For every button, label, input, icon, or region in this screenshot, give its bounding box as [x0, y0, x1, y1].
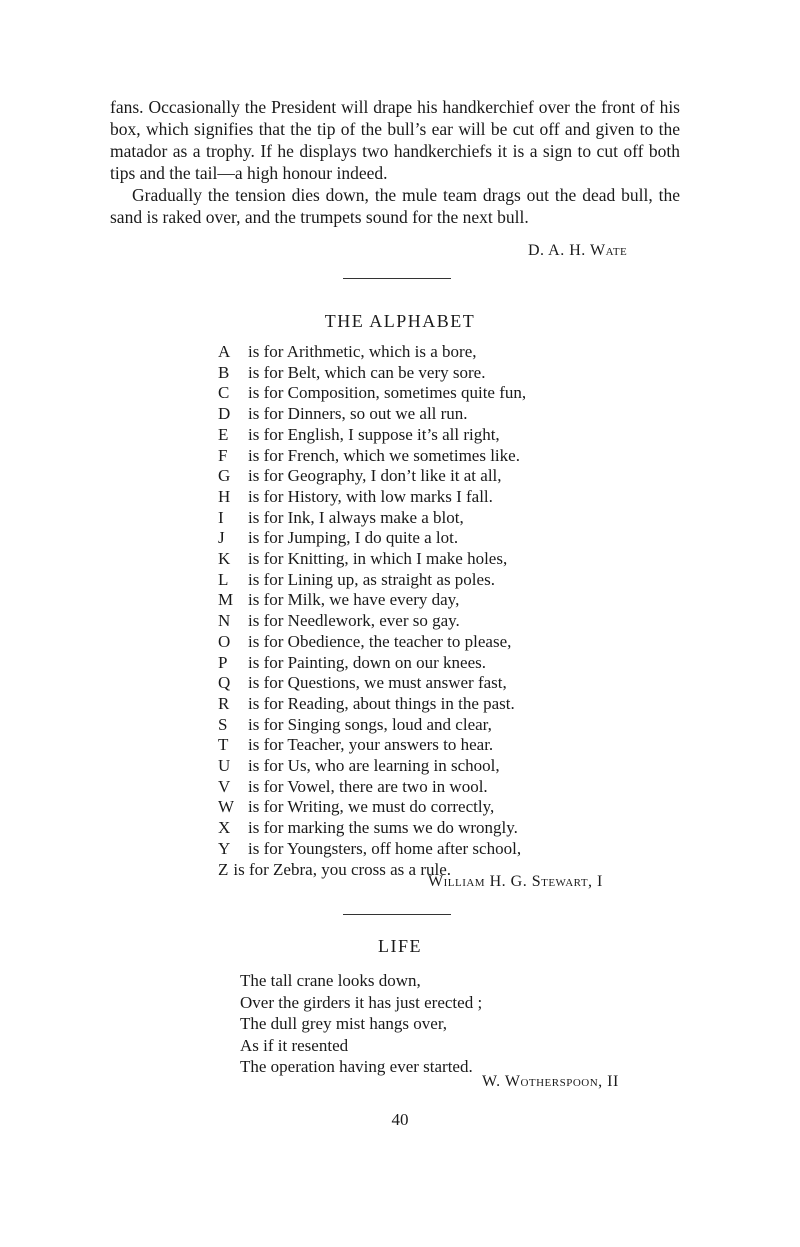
poem-line: Over the girders it has just erected ;: [240, 992, 483, 1012]
alphabet-line: [218, 342, 526, 363]
alphabet-line-text: is for Belt, which can be very sore.: [248, 362, 486, 382]
life-title: LIFE: [378, 936, 422, 956]
alphabet-title: THE ALPHABET: [324, 311, 476, 331]
alphabet-line: [218, 446, 526, 467]
bullfight-article-ending: [110, 96, 680, 228]
alphabet-line-text: is for Us, who are learning in school,: [248, 756, 500, 776]
alphabet-line: [218, 487, 526, 508]
alphabet-line: [218, 818, 526, 839]
article-paragraph: Gradually the tension dies down, the mule team drags out the dead bull, the sand is raked over, and the trumpets sound for the next bull.: [110, 185, 680, 227]
alphabet-letter: O: [218, 631, 231, 651]
alphabet-letter: F: [218, 445, 228, 465]
alphabet-line: [218, 528, 526, 549]
alphabet-line-text: is for Lining up, as straight as poles.: [248, 569, 495, 589]
alphabet-line-text: is for Painting, down on our knees.: [248, 652, 486, 672]
alphabet-letter: M: [218, 590, 234, 610]
alphabet-line: [218, 466, 526, 487]
alphabet-line: [218, 363, 526, 384]
alphabet-letter: X: [218, 818, 231, 838]
alphabet-line: [218, 590, 526, 611]
alphabet-line: [218, 715, 526, 736]
alphabet-line-text: is for Reading, about things in the past.: [248, 693, 515, 713]
life-author: W. Wotherspoon, II: [482, 1073, 619, 1090]
alphabet-line-text: is for marking the sums we do wrongly.: [248, 818, 518, 838]
life-poem: [240, 970, 482, 1078]
section-divider: [343, 278, 451, 279]
alphabet-letter: G: [218, 466, 231, 486]
section-divider: [343, 914, 451, 915]
alphabet-line: [218, 611, 526, 632]
alphabet-line-text: is for Knitting, in which I make holes,: [248, 549, 508, 569]
alphabet-line: [218, 570, 526, 591]
alphabet-line: [218, 756, 526, 777]
alphabet-line: [218, 508, 526, 529]
alphabet-author: William H. G. Stewart, I: [428, 873, 603, 890]
alphabet-letter: T: [218, 735, 229, 755]
alphabet-letter: A: [218, 342, 231, 361]
alphabet-line-text: is for Milk, we have every day,: [248, 590, 460, 610]
alphabet-line: [218, 632, 526, 653]
alphabet-line-text: is for Singing songs, loud and clear,: [248, 714, 492, 734]
alphabet-letter: Q: [218, 673, 231, 693]
alphabet-line-text: is for History, with low marks I fall.: [248, 486, 493, 506]
alphabet-line-text: is for Teacher, your answers to hear.: [248, 735, 494, 755]
alphabet-letter: J: [218, 528, 225, 548]
alphabet-letter: D: [218, 404, 231, 424]
alphabet-line-text: is for Needlework, ever so gay.: [248, 611, 460, 631]
alphabet-letter: V: [218, 776, 231, 796]
alphabet-letter: S: [218, 714, 228, 734]
alphabet-line-text: is for Arithmetic, which is a bore,: [248, 342, 477, 361]
alphabet-line-text: is for Zebra, you cross as a rule.: [233, 859, 452, 879]
alphabet-letter: N: [218, 611, 231, 631]
article-author: D. A. H. Wate: [528, 242, 628, 259]
alphabet-line: [218, 404, 526, 425]
article-paragraph: fans. Occasionally the President will drape his handkerchief over the front of his box, which signifies that the tip of the bull’s ear will be cut off and given to the matador as a trophy. If he displays two handkerchiefs it is a sign to cut off both tips and the tail—a high honour indeed.: [110, 97, 680, 183]
alphabet-line: [218, 797, 526, 818]
alphabet-line-text: is for Composition, sometimes quite fun,: [248, 383, 527, 403]
alphabet-line: [218, 549, 526, 570]
poem-line: The operation having ever started.: [240, 1057, 473, 1076]
alphabet-line-text: is for Geography, I don’t like it at all,: [248, 466, 502, 486]
alphabet-letter: H: [218, 486, 231, 506]
alphabet-line: [218, 653, 526, 674]
alphabet-line-text: is for English, I suppose it’s all right,: [248, 424, 500, 444]
poem-line: The dull grey mist hangs over,: [240, 1014, 448, 1033]
alphabet-letter: U: [218, 756, 231, 776]
alphabet-line: [218, 694, 526, 715]
alphabet-poem: [218, 342, 526, 880]
alphabet-letter: P: [218, 652, 228, 672]
alphabet-line: [218, 777, 526, 798]
poem-line: As if it resented: [240, 1035, 349, 1055]
alphabet-line-text: is for Dinners, so out we all run.: [248, 404, 468, 424]
alphabet-line-text: is for Vowel, there are two in wool.: [248, 776, 488, 796]
alphabet-line-text: is for Youngsters, off home after school,: [248, 838, 522, 858]
alphabet-letter: R: [218, 693, 230, 713]
alphabet-line-text: is for Questions, we must answer fast,: [248, 673, 507, 693]
alphabet-letter: Y: [218, 838, 231, 858]
alphabet-letter: I: [218, 507, 224, 527]
alphabet-letter: E: [218, 424, 229, 444]
alphabet-line: [218, 673, 526, 694]
alphabet-letter: C: [218, 383, 230, 403]
alphabet-letter: K: [218, 549, 231, 569]
alphabet-letter: W: [218, 797, 235, 817]
alphabet-line-text: is for French, which we sometimes like.: [248, 445, 520, 465]
page-number: 40: [391, 1110, 409, 1129]
alphabet-letter: B: [218, 362, 230, 382]
poem-line: The tall crane looks down,: [240, 971, 421, 990]
alphabet-line-text: is for Obedience, the teacher to please,: [248, 631, 512, 651]
alphabet-line: [218, 383, 526, 404]
alphabet-line: [218, 735, 526, 756]
alphabet-line: [218, 839, 526, 860]
alphabet-line: [218, 425, 526, 446]
alphabet-line-text: is for Ink, I always make a blot,: [248, 507, 464, 527]
alphabet-letter: L: [218, 569, 229, 589]
alphabet-line-text: is for Jumping, I do quite a lot.: [248, 528, 459, 548]
alphabet-line-text: is for Writing, we must do correctly,: [248, 797, 495, 817]
alphabet-letter: Z: [218, 859, 229, 879]
